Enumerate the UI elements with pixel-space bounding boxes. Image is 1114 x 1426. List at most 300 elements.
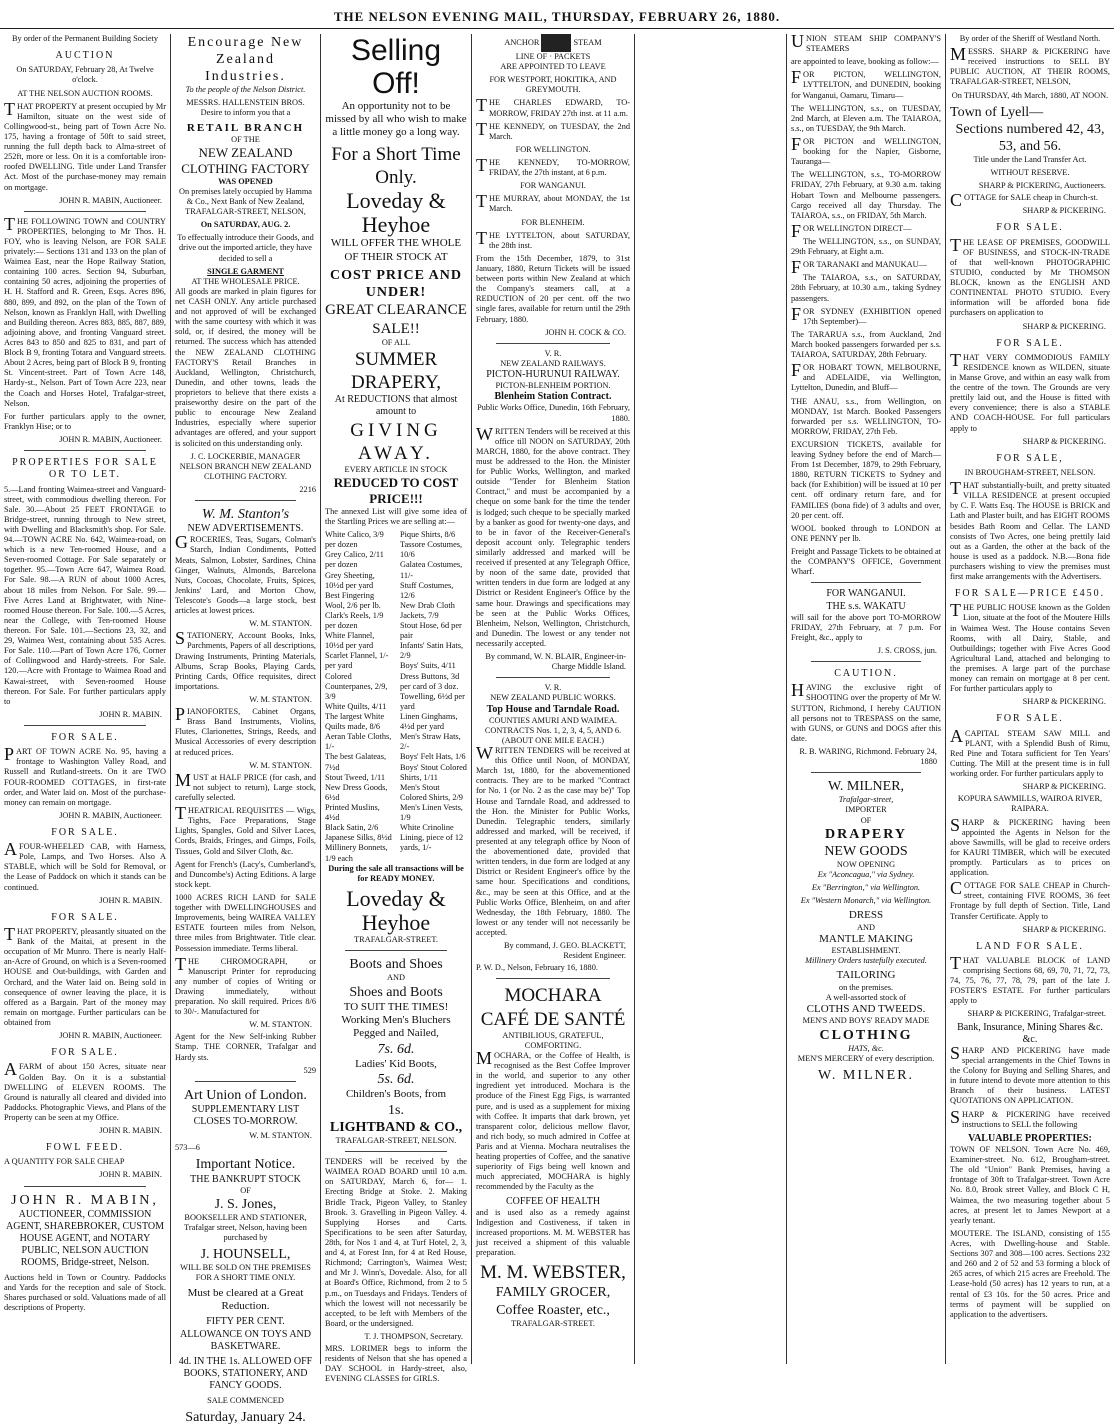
ad-text: FOR BLENHEIM.: [521, 217, 585, 227]
notice-body: AFARM of about 150 Acres, situate near Golden Bay. On it is a substantial DWELLING of ELEVEN ROOMS. The Ground is naturally all cleared and divided into Paddocks. Photographic Views, and Plans of the Property can be seen at my Office.: [4, 1059, 166, 1122]
ad-body: Agent for French's (Lacy's, Cumberland's, and Duncombe's) Acting Editions. A large stock kept.: [175, 859, 316, 889]
ad-body: FOR PICTON and WELLINGTON, booking for the Napier, Gisborne, Tauranga—: [791, 133, 941, 167]
ad-heading: FAMILY GROCER,: [495, 1285, 611, 1301]
signature: SHARP & PICKERING.: [1022, 206, 1106, 216]
ad-text: FOR WELLINGTON.: [515, 144, 591, 154]
ad-heading: FOR SALE.: [996, 222, 1064, 234]
price-list-item: Scarlet Flannel, 1/- per yard: [325, 651, 389, 671]
price-list-item: Colored Counterpanes, 2/9, 3/9: [325, 671, 388, 701]
notice-body: THE FOLLOWING TOWN and COUNTRY PROPERTIES, belonging to Mr Thos. H. FOY, who is leaving Nelson, are FOR SALE privately:— Sections 131 and 133 on the plan of Waimea East, near the Hope Railway Station, containing 100 acres. Section 94, Suburban, containing 50 acres, adjoining the properties of H. H. Stafford and R. Green, Esqs. Acres 896, 880, 899, and 892, on the plan of the Town of Nelson, known as Franklyn Hall, with Dwelling and Building thereon. Acres 883, 885, 887, 889, adjoining above, and fronting Vanguard street. Acres 843 to 850 and 825 to 831, and part of Block B 9, fronting Totara and Vanguard streets. About 2 Acres, being part of Block B 9, fronting St. Vincent-street. Part of Town Acre 148, Hardy-st., Nelson. Part of Town Acre 223, near the Coach and Horses Hotel, Trafalgar-street, Nelson.: [4, 213, 166, 408]
column-rule: [786, 34, 787, 1364]
price-list-item: New Dress Goods, 6½d: [325, 782, 388, 802]
card-title: AUCTIONEER, COMMISSION AGENT, SHAREBROKER, CUSTOM HOUSE AGENT, and NOTARY PUBLIC, NELSON AUCTION ROOMS, Bridge-street, Nelson.: [6, 1208, 164, 1269]
signature: By command, W. N. BLAIR, Engineer-in-Charge Middle Island.: [485, 652, 626, 672]
ad-body: From the 15th December, 1879, to 31st January, 1880, Return Tickets will be issued between ports within New Zealand at which the Company's steamers call, at a REDUCTION of 20 per cent. off the two single fares, available for return until the 29th February, 1880.: [476, 253, 630, 324]
ad-text: MEN'S MERCERY of every description.: [797, 1053, 935, 1063]
ad-heading: Saturday, January 24.: [185, 1409, 306, 1425]
ad-text: COUNTIES AMURI AND WAIMEA.: [489, 715, 617, 725]
ad-text: WILL BE SOLD ON THE PREMISES FOR A SHORT TIME ONLY.: [180, 1263, 311, 1283]
price-list-item: Japanese Silks, 8½d: [325, 833, 392, 843]
ad-heading: CAUTION.: [834, 668, 898, 680]
ad-body: Freight and Passage Tickets to be obtained at the COMPANY'S OFFICE, Government Wharf.: [791, 547, 941, 577]
divider: [24, 1186, 146, 1187]
ad-heading: SINGLE GARMENT: [207, 266, 284, 276]
ad-heading: COST PRICE AND UNDER!: [330, 268, 462, 301]
divider: [24, 725, 146, 726]
signature: JOHN R. MABIN, Auctioneer.: [59, 810, 162, 820]
ad-heading: LAND FOR SALE.: [976, 940, 1084, 952]
ad-body: THE KENNEDY, TO-MORROW, FRIDAY, the 27th instant, at 6 p.m.: [476, 154, 630, 178]
ad-heading: Shoes and Boots: [349, 984, 443, 1000]
ad-heading: J. HOUNSELL,: [200, 1247, 291, 1263]
price-list-item: Pique Shirts, 8/6: [400, 530, 456, 540]
ad-text: OF THE: [231, 134, 260, 144]
notice-heading: FOWL FEED.: [46, 1142, 124, 1154]
ad-text: AT THE WHOLESALE PRICE.: [191, 276, 300, 286]
ad-heading: Blenheim Station Contract.: [494, 391, 612, 403]
notice-heading: FOR SALE.: [51, 1047, 119, 1059]
notice-heading: AUCTION: [55, 50, 115, 62]
price-list-item: White Flannel, 10½d per yard: [325, 631, 375, 651]
shipping-header: ANCHOR STEAM LINE OF · PACKETS: [476, 34, 630, 62]
ad-heading: MANTLE MAKING: [819, 932, 913, 945]
signature: JOHN R. MABIN.: [99, 709, 162, 719]
ad-heading: COFFEE OF HEALTH: [505, 1195, 601, 1207]
ad-body: TOWN OF NELSON. Town Acre No. 469, Examiner-street. No. 612, Brougham-street. The old "Union" Bank Premises, having a frontage of 30ft to Trafalgar-street. Town Acre No. 8.0, Brook street Valley, and Block C H, Waimea, the two measuring together about 5 acres, at present let to James Newport at a yearly tenant.: [950, 1145, 1110, 1225]
signature: J. S. CROSS, jun.: [877, 646, 937, 656]
ad-heading: Important Notice.: [195, 1157, 296, 1173]
signature: W. M. STANTON.: [249, 1020, 312, 1030]
ad-body: The TAIAROA, s.s., on SATURDAY, 28th February, at 10.30 a.m., taking Sydney passengers.: [791, 273, 941, 303]
price-list-left: [325, 530, 392, 864]
ad-heading: Town of Lyell—: [950, 104, 1044, 120]
ad-body: COTTAGE for SALE cheap in Church-st.: [950, 190, 1098, 211]
ad-body: FOR HOBART TOWN, MELBOURNE, and ADELAIDE, via Wellington, Lyttelton, Dunedin, and Bluff—: [791, 360, 941, 393]
ad-text: EVERY ARTICLE IN STOCK: [344, 465, 448, 475]
notice-body: A QUANTITY FOR SALE CHEAP: [4, 1157, 125, 1167]
column-rule: [320, 34, 321, 1364]
column-rule: [945, 34, 946, 1364]
ad-body: MUST at HALF PRICE (for cash, and not subject to return), Large stock, carefully selected.: [175, 769, 316, 802]
ad-body: WOOL booked through to LONDON at ONE PENNY per lb.: [791, 523, 941, 543]
ad-text: SUPPLEMENTARY LIST CLOSES TO-MORROW.: [191, 1103, 300, 1128]
ad-body: THE CHARLES EDWARD, TO-MORROW, FRIDAY 27th inst. at 11 a.m.: [476, 95, 630, 118]
ad-heading: THE s.s. WAKATU: [826, 600, 906, 612]
ad-heading: GREAT CLEARANCE SALE!!: [325, 302, 467, 337]
ad-body: FOR SYDNEY (EXHIBITION opened 17th September)—: [791, 303, 941, 326]
ad-text: LINE OF: [515, 52, 548, 61]
notice-heading: FOR SALE.: [51, 826, 119, 838]
ad-signature: J. C. LOCKERBIE, MANAGER NELSON BRANCH NEW ZEALAND CLOTHING FACTORY.: [179, 451, 312, 481]
ad-body: THE MURRAY, about MONDAY, the 1st March.: [476, 191, 630, 214]
ad-heading: Art Union of London.: [184, 1087, 307, 1103]
ad-text: Ex "Berrington," via Wellington.: [811, 883, 921, 893]
notice-body: AFOUR-WHEELED CAB, with Harness, Pole, Lamps, and Two Horses. Also A STABLE, which will be Sold for Removal, or the Lease of Paddock on which it stands can be continued.: [4, 839, 166, 892]
ad-text: IN BROUGHAM-STREET, NELSON.: [964, 467, 1096, 477]
ad-heading: DRESS: [848, 909, 884, 922]
ad-text: MEN'S AND BOYS' READY MADE: [802, 1016, 930, 1026]
masthead: THE NELSON EVENING MAIL, THURSDAY, FEBRUARY 26, 1880.: [0, 0, 1114, 29]
ad-heading: LIGHTBAND & CO.,: [329, 1119, 463, 1135]
price-list-item: Galatea Costumes, 11/-: [400, 560, 463, 580]
ad-heading: W. MILNER,: [827, 779, 905, 795]
ad-text: On SATURDAY, AUG. 2.: [200, 220, 291, 230]
notice-heading: FOR SALE.: [51, 911, 119, 923]
ad-text: AND: [387, 973, 405, 983]
crest-text: V. R.: [544, 348, 562, 358]
signature: W. M. STANTON.: [249, 619, 312, 629]
signature: W. M. STANTON.: [249, 760, 312, 770]
ad-heading: NEW ADVERTISEMENTS.: [187, 523, 304, 535]
ad-text: Ladies' Kid Boots,: [355, 1057, 437, 1070]
ad-text: Must be cleared at a Great Reduction.: [187, 1286, 304, 1312]
ad-heading: 1s.: [388, 1102, 404, 1118]
divider: [811, 772, 921, 773]
signature: R. B. WARING, Richmond. February 24, 1880: [799, 747, 937, 767]
ad-text: WILL OFFER THE WHOLE OF THEIR STOCK AT: [330, 237, 462, 263]
price-list-item: Men's Linen Vests, 1/9: [400, 803, 463, 823]
price-list-item: Grey Sheeting, 10½d per yard: [325, 570, 375, 590]
ad-body: THE KENNEDY, on TUESDAY, the 2nd March.: [476, 118, 630, 141]
ad-body: THAT VALUABLE BLOCK of LAND comprising Sections 68, 69, 70, 71, 72, 73, 74, 75, 76, 77, 78, 79, part of the late J. FOSTER'S ESTATE. For further particulars apply to: [950, 952, 1110, 1006]
ad-body: and is used also as a remedy against Indigestion and Costiveness, if taken in increased proportions. M. M. WEBSTER has just received a shipment of this valuable preparation.: [476, 1207, 630, 1258]
price-list-item: Stout Hose, 6d per pair: [400, 621, 462, 641]
ad-text: TRAFALGAR-STREET.: [511, 1318, 595, 1328]
ad-number: 529: [303, 1065, 316, 1075]
ad-body: Agent for the New Self-inking Rubber Stamp. THE CORNER, Trafalgar and Hardy sts.: [175, 1032, 316, 1062]
price-list-item: Stuff Costumes, 12/6: [400, 580, 454, 600]
ad-text: CONTRACTS Nos. 1, 2, 3, 4, 5, AND 6. (ABOUT ONE MILE EACH.): [484, 725, 622, 745]
ad-text: FOR WANGANUI.: [520, 181, 586, 191]
divider: [24, 211, 146, 212]
price-list-item: Printed Muslins, 4½d: [325, 803, 380, 823]
ad-text: ESTABLISHMENT.: [831, 946, 901, 956]
ad-text: On premises lately occupied by Hamma & Co., Next Bank of New Zealand, TRAFALGAR-STREET, NELSON,: [179, 186, 312, 217]
ad-text: STEAM: [573, 37, 602, 47]
card-body: Auctions held in Town or Country. Paddocks and Yards for the reception and sale of Stock. Shares purchased or sold. Valuations made of all descriptions of Property.: [4, 1272, 166, 1312]
signature: SHARP & PICKERING, Auctioneers.: [978, 181, 1106, 191]
ad-heading: FOR SALE.: [996, 713, 1064, 725]
price-list-item: Boys' Stout Colored Shirts, 1/11: [400, 762, 467, 782]
auction-place: AT THE NELSON AUCTION ROOMS.: [17, 88, 153, 98]
ad-body: MOUTERE. The ISLAND, consisting of 155 Acres, with Dwelling-house and Stable. Sections 307 and 308—100 acres. Sections 232 and 260 and 2 of 52 and 53 forming a block of 265 acres, of which 215 acres are Freehold. The Lease-hold (50 acres) has 12 years to run, at a rental of £3 10s. for the 50 acres. Price and terms of payment will be supplied on application to the advertisers.: [950, 1228, 1110, 1319]
signature: JOHN H. COCK & CO.: [545, 327, 626, 337]
ad-heading: FOR SALE,: [996, 452, 1064, 464]
signature: JOHN R. MABIN.: [99, 1170, 162, 1180]
ad-heading: FOR SALE—PRICE £450.: [954, 588, 1106, 600]
price-list-item: Boys' Suits, 4/11: [400, 661, 456, 671]
signature: JOHN R. MABIN.: [99, 1126, 162, 1136]
ad-text: OF ALL: [381, 337, 411, 347]
ad-body: WRITTEN Tenders will be received at this office till NOON on SATURDAY, 20th MARCH, 1880, for the above contract. They must be addressed to the Hon. the Minister for Public Works, Wellington, and marked outside "Tender for Blenheim Station Contract," and must be accompanied by a cheque on some bank for the time the tender is lodged; such cheque to be specially marked by a banker as good for twenty-one days, and to be in favor of the Receiver-General's deposit account only. Telegraphic tenders similarly addressed and marked will be received if presented at any Telegraph Office, by noon of the same date, provided that written tenders in due form are lodged at any District or Resident Engineer's Office by the same hour. Drawings and specifications may be seen at the Public Works Offices, Blenheim, Nelson, Wellington, Christchurch, and Dunedin. The lowest or any tender not necessarily accepted.: [476, 423, 630, 648]
divider: [345, 950, 447, 951]
price-list-right: [400, 530, 467, 864]
ad-body: MOCHARA, or the Coffee of Health, is recognised as the Best Coffee Improver in the world, and superior to any other ingredient yet introduced. Mochara is the produce of the Finest Egg Figs, is warranted pure, and is used as a supplement for mixing with Coffee. It imparts that dark brown, yet transparent color, delicious mellow flavor, and rich body, so much admired in Coffee at Paris and at Vienna. Mochara neutralises the heating properties of Coffee, and the sanative superiority of Figs being well known and much appreciated, MOCHARA is highly recommended by the Faculty as the: [476, 1047, 630, 1192]
divider: [496, 978, 610, 979]
price-list-item: Linen Ginghams, 4½d per yard: [400, 712, 458, 732]
ad-body: HAVING the exclusive right of SHOOTING over the property of Mr W. SUTTON, Richmond, I hereby CAUTION all persons not to TRESPASS on the same, with GUNS, or GUNS and DOGS after this date.: [791, 680, 941, 743]
crest-text: V. R.: [544, 683, 562, 693]
ad-body: COTTAGE FOR SALE CHEAP in Church-street, containing FIVE ROOMS, 36 feet Frontage by full depth of Section. Title, Land Transfer Certificate. Apply to: [950, 878, 1110, 921]
ad-heading: GIVING AWAY.: [350, 419, 442, 464]
ad-body: The TARARUA s.s., from Auckland, 2nd March booked passengers forwarded per s.s. TAIAROA, SATURDAY, 28th February.: [791, 329, 941, 360]
ad-text: Trafalgar-street,: [838, 795, 894, 805]
ad-body: SHARP AND PICKERING have made special arrangements in the Chief Towns in the Colony for Buying and Selling Shares, and in future intend to devote more attention to this Branch of their business. LATEST QUOTATIONS ON APPLICATION.: [950, 1042, 1110, 1106]
ad-text: NOW OPENING: [836, 859, 896, 869]
price-list-item: Men's Stout Colored Shirts, 2/9: [400, 782, 463, 802]
signature: SHARP & PICKERING, Trafalgar-street.: [967, 1009, 1106, 1019]
ad-body: THAT VERY COMMODIOUS FAMILY RESIDENCE known as WILDEN, situate in Manse Grove, and within an easy walk from the centre of the town. The Grounds are very prettily laid out, and the House is fitted with every convenience; there is also a STABLE AND COACH-HOUSE. For full particulars apply to: [950, 349, 1110, 433]
divider: [195, 1081, 296, 1082]
notice-body: 5.—Land fronting Waimea-street and Vanguard-street, with commodious dwelling thereon. For Sale. 30.—About 25 FEET FRONTAGE to Bridge-street, running through to New street, with Dwelling and Blacksmith's shop. For Sale. 94.—TOWN ACRE No. 642, Waimea-road, on which is a new Ten-roomed House, and a Seven-roomed Cottage. For Sale separately or together. 95.—Town Acre 647, Waimea Road. For Sale. 98.—A RUN of about 1000 Acres, about 18 miles from Nelson. For Sale. 99.—Five Acres Land at Brightwater, with Nine-roomed House thereon. For Sale. 100.—5 Acres, near the College, with Ten-roomed House thereon. For Sale. 101.—Sections 23, 32, and 29, Waimea West, containing about 535 Acres. For Sale. 110.—Part of Town Acre 176, Corner of Collingwood and Hardy-streets. For Sale. 120.—Acre with Frontage to Waimea Road and Kawai-street, with Seven-roomed House thereon. For Sale. For further particulars apply to: [4, 484, 166, 706]
ad-body: FOR WELLINGTON DIRECT—: [791, 220, 912, 241]
divider: [496, 677, 610, 678]
ad-text: SALE COMMENCED: [207, 1395, 284, 1405]
column-rule: [471, 34, 472, 1364]
ad-text: FIFTY PER CENT. ALLOWANCE ON TOYS AND BASKETWARE.: [179, 1316, 312, 1352]
ad-text: NEW ZEALAND RAILWAYS.: [500, 358, 606, 368]
divider: [496, 343, 610, 344]
price-list-item: White Quilts, 4/11: [325, 701, 387, 711]
price-list-item: Grey Calico, 2/11 per dozen: [325, 550, 384, 570]
divider: [345, 1151, 447, 1152]
ad-heading: Loveday & Heyhoe: [346, 885, 446, 936]
ad-body: THEATRICAL REQUISITES — Wigs, Tights, Face Preparations, Stage Lights, Spangles, Gold and Silver Laces, Cords, Braids, Fringes, and Gimps, Foils, Tissues, Gold and Silver Cloth, &c.: [175, 803, 316, 856]
ad-heading: W. M. Stanton's: [201, 507, 290, 523]
ad-text: HATS, &c.: [848, 1043, 884, 1053]
ad-body: PIANOFORTES, Cabinet Organs, Brass Band Instruments, Violins, Flutes, Clarionettes, Strings, Reeds, and Musical Accessories of every description at reduced prices.: [175, 704, 316, 757]
ad-text: Children's Boots, from: [345, 1088, 447, 1101]
signature: SHARP & PICKERING.: [1022, 924, 1106, 934]
notice-body: PART OF TOWN ACRE No. 95, having a frontage to Washington Valley Road, and Russell and Rutland-streets. On it are TWO FOUR-ROOMED COTTAGES, in first-rate order, and Water laid on. Most of the purchase-money can remain on mortgage.: [4, 744, 166, 807]
ad-text: PACKETS: [554, 52, 591, 61]
ad-body: The WELLINGTON, s.s., TO-MORROW FRIDAY, 27th February, at 9.30 a.m. taking Hobart Town and Melbourne passengers. Cargo received all day Thursday. The TAIAROA, s.s., on FRIDAY, 5th March.: [791, 170, 941, 220]
ad-text: A well-assorted stock of: [825, 992, 907, 1002]
ad-body: FOR TARANAKI and MANUKAU—: [791, 257, 927, 278]
ad-body: THAT substantially-built, and pretty situated VILLA RESIDENCE at present occupied by C. F. Watts Esq. The HOUSE is BRICK and Lath and Plaster built, and has EIGHT ROOMS besides Bath Room and Cellar. The LAND consists of Two Acres, one being prettily laid out as a Garden, the other at the back of the house is used as a paddock. N.B.—Bona fide purchasers wishing to view the premises must first make arrangements with the Advertisers.: [950, 478, 1110, 582]
ad-text: The annexed List will give some idea of the Startling Prices we are selling at:—: [325, 506, 467, 526]
ad-text: On THURSDAY, 4th March, 1880, AT NOON.: [951, 90, 1109, 100]
ad-text: FOR WESTPORT, HOKITIKA, AND GREYMOUTH.: [489, 75, 617, 95]
ad-body: FOR PICTON, WELLINGTON, LYTTELTON, and DUNEDIN, booking for Wanganui, Oamaru, Timaru—: [791, 67, 941, 100]
column-5: [791, 31, 941, 1366]
ad-body: MESSRS. SHARP & PICKERING have received instructions to SELL BY PUBLIC AUCTION, AT THEIR ROOMS, TRAFALGAR-STREET, NELSON,: [950, 44, 1110, 87]
ad-text: Public Works Office, Dunedin, 16th February, 1880.: [477, 403, 630, 423]
ad-text: BOOKSELLER AND STATIONER, Trafalgar street, Nelson, having been purchased by: [184, 1212, 307, 1243]
price-list-item: Clark's Reels, 1/9 per dozen: [325, 610, 384, 631]
ad-body: WRITTEN TENDERS will be received at this Office until Noon, of MONDAY, March 1st, 1880, for the abovementioned contracts. They are to be marked "Contract for No. 1 (or No. 2 as the case may be)" Top House and Tarndale Road, and addressed to the Hon. the Minister for Public Works, Dunedin. Telegraphic tenders, similarly addressed and marked, will be received, if presented at any telegraph office by Noon of the abovementioned date, provided that written tenders, in due form are lodged at any District or Resident Engineer's office by the same hour. Specifications and conditions, &c., may be seen at this Office, and at the Public Works Office, Blenheim, on and after Wednesday, the 18th February, 1880. The lowest or any tender will not necessarily be accepted.: [476, 743, 630, 937]
ad-heading: NEW GOODS: [824, 843, 908, 859]
signature: JOHN R. MABIN, Auctioneer.: [59, 435, 162, 445]
column-3: [325, 34, 467, 1384]
price-list-item: Black Satin, 2/6: [325, 823, 379, 833]
ad-text: THE BANKRUPT STOCK: [190, 1173, 301, 1185]
ad-text: P. W. D., Nelson, February 16, 1880.: [476, 963, 598, 973]
ad-number: 2216: [299, 484, 316, 494]
ad-text: TRAFALGAR-STREET.: [354, 935, 438, 945]
column-rule: [170, 34, 171, 1364]
column-1: [4, 34, 166, 1366]
ad-body: TENDERS will be received by the WAIMEA ROAD BOARD until 10 a.m. on SATURDAY, March 6, for— 1. Erecting Bridge at Stoke. 2. Making Bridle Track, Pigeon Valley, to Stanley Brook. 3. Gravelling in Pigeon Valley. 4. Supplying Horses and Carts. Specifications to be seen after Saturday, 28th, for Nos 1 and 4, at Turf Hotel, 2, 3, and 4, at Forest Inn, for 4 at Red House, Richmond; Carrington's, Waimea West; and Mr J. Winn's, Dovedale. Also, for all at Board's Office, Richmond, from 2 to 5 p.m., on Tuesdays and Fridays. Tenders of which the lowest will not necessarily be accepted, to be left with Members of the Board, or the undersigned.: [325, 1157, 467, 1328]
price-list-item: Dress Buttons, 3d per card of 3 doz.: [400, 671, 460, 691]
ad-text: are appointed to leave, booking as follow:—: [791, 57, 939, 67]
ad-text: NEW ZEALAND PUBLIC WORKS.: [490, 693, 616, 703]
card-name: JOHN R. MABIN,: [11, 1192, 159, 1208]
price-list-item: Stout Tweed, 1/11: [325, 772, 386, 782]
ad-body: ACAPITAL STEAM SAW MILL and PLANT, with a Splendid Bush of Rimu, Red Pine and Totara sufficient for Ten Years' Cutting. The Mill at the present time is in full working order. For further particulars apply to: [950, 725, 1110, 779]
ad-heading: CLOTHS AND TWEEDS.: [806, 1003, 926, 1015]
ad-text: ANTIBILIOUS, GRATEFUL, COMFORTING.: [502, 1030, 604, 1050]
ad-text: IMPORTER: [845, 805, 887, 815]
column-2: [175, 34, 316, 1425]
ad-heading: NEW ZEALAND CLOTHING FACTORY: [181, 145, 310, 176]
price-list-item: Infants' Satin Hats, 2/9: [400, 641, 464, 661]
ad-text: During the sale all transactions will be for READY MONEY.: [328, 863, 464, 883]
ad-body: The WELLINGTON, s.s., on TUESDAY, 2nd March, at Eleven a.m. The TAIAROA, s.s., on TUESDAY, the 9th March.: [791, 103, 941, 133]
ad-text: Ex "Aconcagua," via Sydney.: [817, 869, 915, 879]
ad-body: MRS. LORIMER begs to inform the residents of Nelson that she has opened a DAY SCHOOL in Hardy-street, also, EVENING CLASSES for GIRLS.: [325, 1344, 467, 1384]
signature: SHARP & PICKERING.: [1022, 436, 1106, 446]
signature: T. J. THOMPSON, Secretary.: [364, 1331, 463, 1341]
ad-body: STATIONERY, Account Books, Inks, Parchments, Papers of all descriptions, Drawing Instruments, Printing Materials, Albums, Scrap Books, Playing Cards, Printing Cards, Office requisites, direct importations.: [175, 628, 316, 691]
ad-heading: 7s. 6d.: [377, 1041, 415, 1057]
ad-heading: Coffee Roaster, etc.,: [496, 1302, 610, 1318]
price-list: [325, 530, 467, 864]
signature: SHARP & PICKERING.: [1022, 321, 1106, 331]
ad-heading: UNION STEAM SHIP COMPANY'S STEAMERS: [791, 31, 941, 54]
ad-heading: W. MILNER.: [817, 1067, 915, 1083]
ad-heading: FOR SALE.: [996, 337, 1064, 349]
signature: JOHN R. MABIN.: [99, 895, 162, 905]
ad-heading: VALUABLE PROPERTIES:: [968, 1132, 1092, 1144]
ad-heading: CLOTHING: [819, 1027, 913, 1043]
price-list-item: Aeran Table Cloths, 1/-: [325, 732, 392, 752]
ad-text: ANCHOR: [504, 37, 540, 47]
signature: SHARP & PICKERING.: [1022, 782, 1106, 792]
price-list-item: Towelling, 6½d per yard: [400, 691, 465, 711]
price-list-item: The best Galateas, 7½d: [325, 752, 387, 772]
ad-text: TRAFALGAR-STREET, NELSON.: [335, 1135, 457, 1145]
ad-text: on the premises.: [838, 982, 894, 992]
ad-text: AND: [857, 922, 875, 932]
price-list-item: White Calico, 3/9 per dozen: [325, 530, 384, 550]
ad-body: THE CHROMOGRAPH, or Manuscript Printer for reproducing any number of copies of Writing or Drawing immediately, without preparation. No skill required. Prices 8/6 to 30/-. Manufactured for: [175, 953, 316, 1017]
signature: W. M. STANTON.: [249, 1131, 312, 1141]
ad-text: OF: [860, 815, 872, 825]
ad-heading: REDUCED TO COST PRICE!!!: [333, 475, 459, 506]
column-6: [950, 34, 1110, 1366]
ad-heading: J. S. Jones,: [214, 1196, 277, 1212]
signature: By command, J. GEO. BLACKETT, Resident Engineer.: [504, 941, 626, 961]
ad-text: At REDUCTIONS that almost amount to: [334, 394, 458, 418]
ad-body: will sail for the above port TO-MORROW FRIDAY, 27th February, at 7 p.m. For Freight, &c., apply to: [791, 612, 941, 642]
ad-text: TO SUIT THE TIMES!: [343, 1000, 449, 1013]
signature: JOHN R. MABIN, Auctioneer.: [59, 1031, 162, 1041]
ad-body: SHARP & PICKERING having been appointed the Agents in Nelson for the above Sawmills, will be glad to receive orders for KAURI TIMBER, which will be executed promptly. Particulars as to prices on application.: [950, 814, 1110, 878]
price-list-item: Boys' Felt Hats, 1/6: [400, 752, 466, 762]
ad-text: Working Men's Bluchers Pegged and Nailed,: [341, 1014, 451, 1040]
signature: SHARP & PICKERING.: [1022, 697, 1106, 707]
column-rule: [634, 34, 635, 1364]
ad-number: 573—6: [175, 1143, 200, 1153]
ad-body: THE LYTTELTON, about SATURDAY, the 28th inst.: [476, 227, 630, 250]
ad-text: OF: [240, 1185, 251, 1195]
ad-text: Ex "Western Monarch," via Wellington.: [800, 896, 932, 906]
ad-heading: Selling Off!: [350, 34, 442, 100]
notice-heading: FOR SALE.: [51, 732, 119, 744]
price-list-item: White Crinoline Lining, piece of 12 yards, 1/-: [400, 823, 464, 853]
ad-body: All goods are marked in plain figures for net CASH ONLY. Any article purchased and not approved of will be exchanged with the same courtesy with which it was sold, or, if desired, the money will be returned. The success which has attended the NEW ZEALAND CLOTHING FACTORY'S Retail Branches in Auckland, Wellington, Christchurch, Dunedin, and other towns, leads the proprietors to believe that there exists a praiseworthy desire on the part of the public to encourage New Zealand Industries, especially where superior advantages are offered, and your support is solicited on this understanding only.: [175, 286, 316, 448]
ad-heading: Top House and Tarndale Road.: [486, 703, 620, 715]
ad-body: SHARP & PICKERING have received instructions to SELL the following: [950, 1106, 1110, 1129]
flag-icon: [541, 34, 571, 52]
ad-body: 1000 ACRES RICH LAND for SALE together with DWELLINGHOUSES and Improvements, being WAIREA VALLEY ESTATE fourteen miles from Nelson, three miles from Brightwater. Title clear. Possession immediate. Terms liberal.: [175, 892, 316, 953]
ad-heading: CAFÉ DE SANTÉ: [480, 1008, 626, 1030]
ad-heading: For a Short Time Only.: [331, 143, 461, 188]
ad-heading: MOCHARA: [504, 985, 602, 1007]
column-4: [476, 34, 630, 1366]
ad-body: THE ANAU, s.s., from Wellington, on MONDAY, 1st March. Booked Passengers forwarded per s.s. WELLINGTON, TO-MORROW, FRIDAY, 27th Feb.: [791, 396, 941, 436]
notice-body: THAT PROPERTY at present occupied by Mr Hamilton, situate on the west side of Collingwood-st., being part of Town Acre No. 175, having a frontage of 50ft to said street, running the full depth back to Alma-street of 252ft, more or less. On it is a comfortable iron-roofed DWELLING. Title under Land Transfer Act. Most of the purchase-money may remain on mortgage.: [4, 98, 166, 192]
divider: [811, 661, 921, 662]
ad-text: To the people of the Nelson District.: [185, 85, 306, 95]
divider: [24, 450, 146, 451]
ad-heading: Bank, Insurance, Mining Shares &c. &c.: [957, 1021, 1103, 1045]
ad-body: GROCERIES, Teas, Sugars, Colman's Starch, Indian Condiments, Potted Meats, Salmon, Lobster, Sardines, China Ginger, Walnuts, Almonds, Barcelona Nuts, Cocoas, Chocolate, Fruits, Spices, Jenkins' Lard, and Morton Chow, Telescote's Goods—a large stock, best articles at lowest prices.: [175, 532, 316, 616]
notice-intro: By order of the Permanent Building Society: [11, 34, 159, 43]
signature: JOHN R. MABIN, Auctioneer.: [59, 195, 162, 205]
notice-body: THAT PROPERTY, pleasantly situated on the Bank of the Maitai, at present in the occupation of Mr Munro. There is nearly Half-an-Acre of Ground, on which is a Seven-roomed HOUSE and Out-buildings, with Garden and Orchard, and the Water laid on. Being sold in consequence of owner leaving the place, it is offered as a Bargain. Part of the money may remain on mortgage. Further particulars can be obtained from: [4, 924, 166, 1027]
price-list-item: Men's Straw Hats, 2/-: [400, 732, 461, 752]
ad-body: EXCURSION TICKETS, available for leaving Sydney before the end of March—From 1st December, 1879, to 29th February, 1880, RETURN TICKETS to Sydney and back (for Exhibition) will be issued at 10 per cent. off ordinary return fare, and for FAMILIES (bona fide) of 3 adults and over, 20 per cent. off.: [791, 439, 941, 520]
ad-heading: Boots and Shoes: [349, 957, 443, 973]
ad-heading: FOR WANGANUI.: [826, 588, 906, 600]
price-list-item: Tassore Costumes, 10/6: [400, 540, 463, 560]
price-list-item: Millinery Bonnets, 1/9 each: [325, 843, 388, 863]
ad-heading: M. M. WEBSTER,: [480, 1262, 626, 1284]
ad-text: Millinery Orders tastefully executed.: [805, 956, 927, 966]
ad-heading: PICTON-HURUNUI RAILWAY.: [486, 368, 620, 380]
ad-body: The WELLINGTON, s.s., on SUNDAY, 29th February, at Eight a.m.: [791, 236, 941, 257]
price-list-item: New Drab Cloth Jackets, 7/9: [400, 600, 455, 620]
ad-heading: DRAPERY: [825, 826, 907, 842]
price-list-item: Best Fingering Wool, 2/6 per lb.: [325, 590, 381, 610]
ad-text: Title under the Land Transfer Act.: [973, 154, 1087, 164]
ad-body: THE PUBLIC HOUSE known as the Golden Lion, situate at the foot of the Moutere Hills in Waimea West. The House contains Seven Rooms, with all Dairy, Stable, and Outbuildings; together with Five Acres Good Agricultural Land, attached and belonging to the premises. A large part of the purchase money can remain on mortgage at 8 per cent. For further particulars apply to: [950, 600, 1110, 694]
ad-heading: KOPURA SAWMILLS, WAIROA RIVER, RAIPARA.: [957, 794, 1103, 814]
ad-text: MESSRS. HALLENSTEIN BROS. Desire to inform you that a: [186, 98, 305, 118]
ad-heading: Sections numbered 42, 43, 53, and 56.: [955, 121, 1105, 154]
ad-text: An opportunity not to be missed by all who wish to make a little money go a long way.: [325, 100, 467, 139]
ad-text: ARE APPOINTED TO LEAVE: [500, 62, 606, 72]
ad-heading: Loveday & Heyhoe: [346, 187, 446, 238]
ad-heading: RETAIL BRANCH: [186, 121, 305, 134]
ad-text: By order of the Sheriff of Westland North.: [959, 34, 1101, 43]
divider: [811, 582, 921, 583]
ad-heading: 5s. 6d.: [377, 1072, 415, 1088]
ad-heading: TAILORING: [836, 969, 896, 982]
ad-heading: Encourage New Zealand Industries.: [187, 35, 304, 85]
signature: W. M. STANTON.: [249, 694, 312, 704]
ad-heading: SUMMER DRAPERY,: [351, 348, 441, 394]
divider: [195, 500, 296, 501]
price-list-item: The largest White Quilts made, 8/6: [325, 712, 385, 732]
ad-body: THE LEASE OF PREMISES, GOODWILL OF BUSINESS, and STOCK-IN-TRADE of that well-known PHOTOGRAPHIC STUDIO, conducted by Mr THOMSON BLOCK, known as the ENGLISH AND CONTINENTAL PHOTO STUDIO. Every information will be afforded bona fide purchasers on application to: [950, 234, 1110, 318]
auction-date: On SATURDAY, February 28, At Twelve o'clock.: [16, 65, 154, 85]
notice-body: For further particulars apply to the owner, Franklyn Hise; or to: [4, 411, 166, 431]
ad-text: PICTON-BLENHEIM PORTION.: [495, 381, 611, 391]
ad-text: 4d. IN THE 1s. ALLOWED OFF BOOKS, STATIONERY, AND FANCY GOODS.: [178, 1355, 313, 1392]
